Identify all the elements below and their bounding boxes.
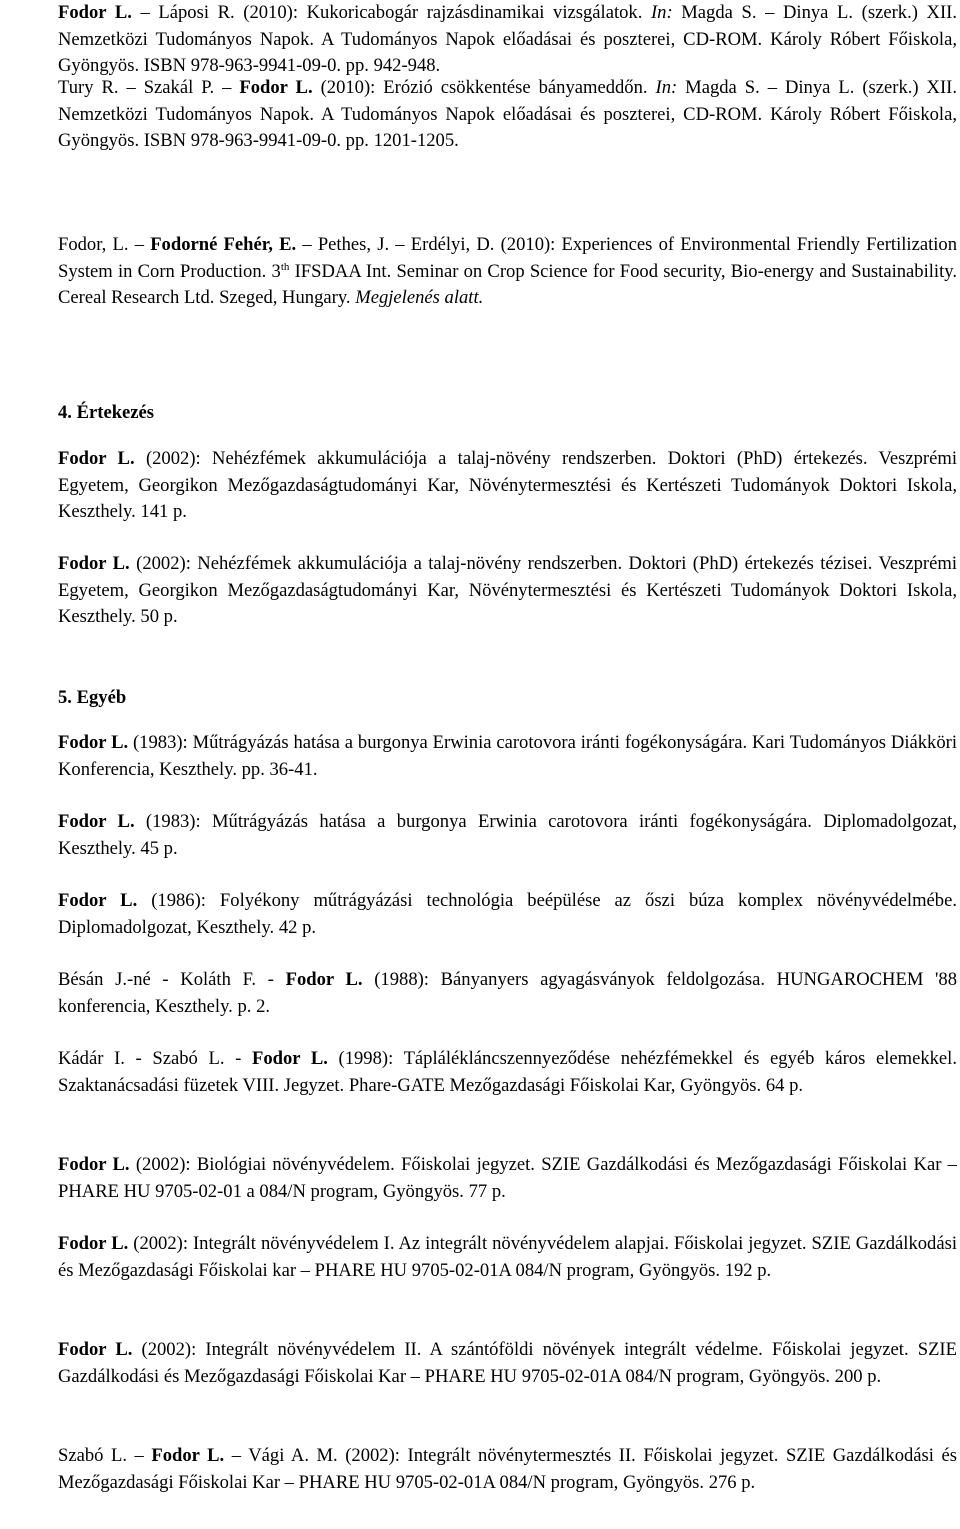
reference-text: (1986): Folyékony műtrágyázási technológia beépülése az őszi búza komplex növényvédelmébe. Diplomadolgozat, Keszthely. 42 p. (58, 890, 957, 938)
reference-text: (1988): Bányanyers agyagásványok feldolgozása. HUNGAROCHEM '88 konferencia, Keszthely. p. 2. (58, 969, 957, 1017)
reference-text: (2002): Integrált növényvédelem I. Az integrált növényvédelem alapjai. Főiskolai jegyzet. SZIE Gazdálkodási és Mezőgazdasági Főiskolai kar – PHARE HU 9705-02-01A 084/N program, Gyöngyös. 192 p. (58, 1233, 957, 1281)
reference-text: Magda S. – Dinya L. (szerk.) XII. Nemzetközi Tudományos Napok. A Tudományos Napok előadásai és poszterei, CD-ROM. Károly Róbert Főiskola, Gyöngyös. ISBN 978-963-9941-09-0. pp. 1201-1205. (58, 77, 958, 151)
reference-text: Tury R. – Szakál P. – (58, 77, 240, 98)
author-highlight: Fodor L. (58, 811, 135, 832)
reference-text: Bésán J.-né - Koláth F. - (58, 969, 286, 990)
reference-text: (1998): Táplálékláncszennyeződése nehézfémekkel és egyéb káros elemekkel. Szaktanácsadási füzetek VIII. Jegyzet. Phare-GATE Mezőgazdasági Főiskolai Kar, Gyöngyös. 64 p. (58, 1048, 957, 1096)
reference-text: Magda S. – Dinya L. (szerk.) XII. Nemzetközi Tudományos Napok. A Tudományos Napok előadásai és poszterei, CD-ROM. Károly Róbert Főiskola, Gyöngyös. ISBN 978-963-9941-09-0. pp. 942-948. (58, 2, 957, 76)
author-highlight: Fodor L. (58, 448, 135, 469)
reference-entry (58, 0, 957, 80)
reference-text: – Láposi R. (2010): Kukoricabogár rajzásdinamikai vizsgálatok. (131, 2, 651, 23)
italic-text: In: (655, 77, 678, 98)
author-highlight: Fodor L. (58, 732, 129, 753)
reference-text: Fodor, L. – (58, 234, 151, 255)
italic-text: In: (650, 2, 673, 23)
italic-text: Megjelenés alatt. (355, 287, 484, 308)
author-highlight: Fodor L. (58, 890, 138, 911)
author-highlight: Fodor L. (251, 1048, 328, 1069)
author-highlight: Fodor L. (239, 77, 313, 98)
reference-text: – Vági A. M. (2002): Integrált növénytermesztés II. Főiskolai jegyzet. SZIE Gazdálkodási és Mezőgazdasági Főiskolai Kar – PHARE HU 9705-02-01A 084/N program, Gyöngyös. 276 p. (58, 1445, 957, 1493)
reference-text: (2002): Biológiai növényvédelem. Főiskolai jegyzet. SZIE Gazdálkodási és Mezőgazdasági Főiskolai Kar – PHARE HU 9705-02-01 a 084/N program, Gyöngyös. 77 p. (58, 1154, 957, 1202)
author-highlight: Fodor L. (151, 1445, 225, 1466)
reference-entry (58, 809, 957, 862)
reference-text: (2002): Nehézfémek akkumulációja a talaj-növény rendszerben. Doktori (PhD) értekezés tézisei. Veszprémi Egyetem, Georgikon Mezőgazdaságtudományi Kar, Növénytermesztési és Kertészeti Tudományok Doktori Iskola, Keszthely. 50 p. (58, 553, 957, 627)
reference-entry (58, 446, 957, 526)
reference-entry (58, 1337, 957, 1390)
author-highlight: Fodorné Fehér, E. (150, 234, 297, 255)
reference-entry (58, 730, 957, 783)
reference-entry (58, 75, 957, 155)
reference-text: (1983): Műtrágyázás hatása a burgonya Erwinia carotovora iránti fogékonyságára. Diplomadolgozat, Keszthely. 45 p. (58, 811, 957, 859)
reference-text: (2002): Nehézfémek akkumulációja a talaj-növény rendszerben. Doktori (PhD) értekezés. Veszprémi Egyetem, Georgikon Mezőgazdaságtudományi Kar, Növénytermesztési és Kertészeti Tudományok Doktori Iskola, Keszthely. 141 p. (58, 448, 957, 522)
author-highlight: Fodor L. (58, 1339, 133, 1360)
reference-entry (58, 551, 957, 631)
reference-entry (58, 967, 957, 1020)
reference-entry (58, 888, 957, 941)
author-highlight: Fodor L. (58, 1233, 129, 1254)
author-highlight: Fodor L. (58, 2, 132, 23)
reference-text: (2010): Erózió csökkentése bányameddőn. (312, 77, 656, 98)
reference-entry (58, 1152, 957, 1205)
author-highlight: Fodor L. (58, 553, 130, 574)
reference-text: – Pethes, J. – Erdélyi, D. (2010): Experiences of Environmental Friendly Fertilization System in Corn Production. 3 (58, 234, 958, 282)
section-heading: 5. Egyéb (58, 687, 127, 708)
author-highlight: Fodor L. (58, 1154, 130, 1175)
reference-text: Szabó L. – (58, 1445, 152, 1466)
reference-text: IFSDAA Int. Seminar on Crop Science for Food security, Bio-energy and Sustainability. Cereal Research Ltd. Szeged, Hungary. (58, 260, 957, 308)
reference-entry (58, 1231, 957, 1284)
section-heading: 4. Értekezés (58, 402, 155, 423)
reference-entry (58, 232, 957, 312)
superscript-text: th (280, 260, 290, 273)
reference-entry (58, 1443, 957, 1496)
reference-text: (1983): Műtrágyázás hatása a burgonya Erwinia carotovora iránti fogékonyságára. Kari Tudományos Diákköri Konferencia, Keszthely. pp. 36-41. (58, 732, 957, 780)
reference-entry (58, 1046, 957, 1099)
author-highlight: Fodor L. (285, 969, 363, 990)
reference-text: (2002): Integrált növényvédelem II. A szántóföldi növények integrált védelme. Főiskolai jegyzet. SZIE Gazdálkodási és Mezőgazdasági Főiskolai Kar – PHARE HU 9705-02-01A 084/N program, Gyöngyös. 200 p. (58, 1339, 957, 1387)
reference-text: Kádár I. - Szabó L. - (58, 1048, 252, 1069)
